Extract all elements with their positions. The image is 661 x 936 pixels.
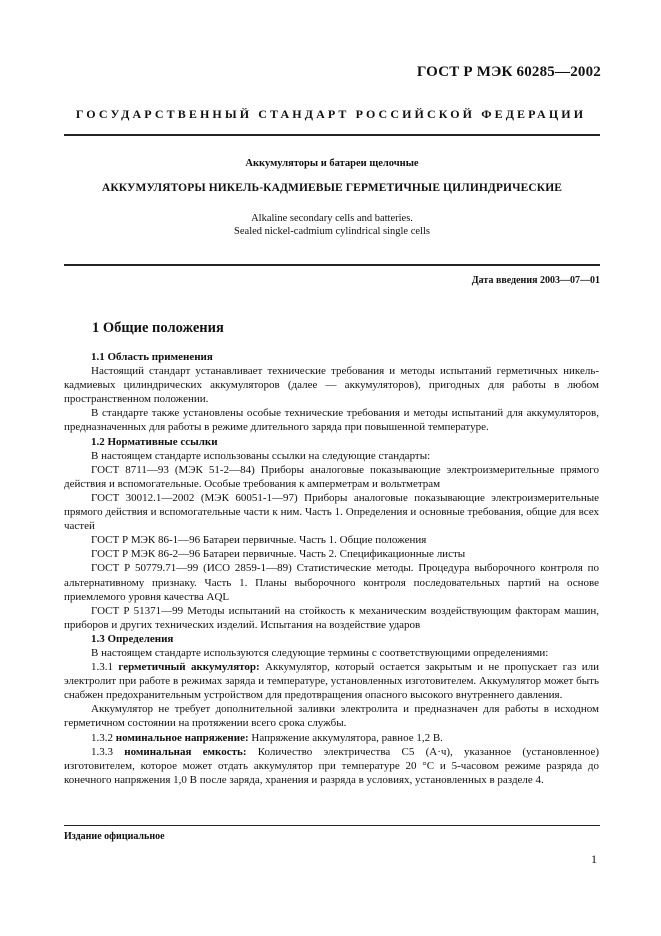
english-title: [64, 212, 600, 238]
definition-item: [64, 745, 599, 787]
definition-text: Аккумулятор, который остается закрытым и не пропускает газ или электролит при работе в режимах заряда и температуре, установленных изготовителем. Аккумулятор может быть снабжен предохранительным устройством для предотвращения опасного высокого внутреннего давления.: [64, 661, 600, 702]
document-number: ГОСТ Р МЭК 60285—2002: [416, 64, 601, 80]
reference-item: ГОСТ Р 51371—99 Методы испытаний на стойкость к механическим воздействующим факторам машин, приборов и других технических изделий. Испытания на воздействие ударов: [64, 604, 599, 631]
section-heading: 1 Общие положения: [92, 320, 224, 336]
page-number: 1: [591, 852, 597, 866]
english-title-line-2: Sealed nickel-cadmium cylindrical single cells: [234, 226, 430, 237]
reference-item: ГОСТ Р МЭК 86-2—96 Батареи первичные. Часть 2. Спецификационные листы: [91, 548, 466, 561]
definition-text: Напряжение аккумулятора, равное 1,2 В.: [251, 731, 443, 744]
english-title-line-1: Alkaline secondary cells and batteries.: [251, 213, 413, 224]
definition-number: 1.3.2: [91, 731, 113, 744]
state-standard-heading: ГОСУДАРСТВЕННЫЙ СТАНДАРТ РОССИЙСКОЙ ФЕДЕРАЦИИ: [75, 107, 587, 121]
definition-term: герметичный аккумулятор:: [118, 661, 260, 674]
paragraph: В стандарте также установлены особые технические требования и методы испытаний для аккумуляторов, предназначенных для работы в режиме длительного заряда при повышенной температуре.: [64, 407, 599, 434]
footer-divider: [64, 825, 600, 826]
paragraph: Настоящий стандарт устанавливает технические требования и методы испытаний герметичных никель-кадмиевых цилиндрических аккумуляторов (далее — аккумуляторов), пригодных для работы в любом пространственном положении.: [64, 365, 599, 406]
paragraph: В настоящем стандарте используются следующие термины с соответствующими определениями:: [91, 646, 549, 659]
title-divider: [64, 264, 600, 266]
introduction-date: Дата введения 2003—07—01: [471, 275, 600, 286]
paragraph: В настоящем стандарте использованы ссылки на следующие стандарты:: [91, 449, 431, 462]
reference-item: ГОСТ Р МЭК 86-1—96 Батареи первичные. Часть 1. Общие положения: [91, 534, 427, 547]
document-body: [64, 350, 599, 787]
paragraph: Аккумулятор не требует дополнительной заливки электролита и предназначен для работы в исходном герметичном состоянии на протяжении всего срока службы.: [64, 703, 599, 730]
subsection-heading: 1.2 Нормативные ссылки: [91, 435, 218, 448]
definition-text: Количество электричества C5 (А·ч), указанное (установленное) изготовителем, которое может отдать аккумулятор при температуре 20 °С и 5-часовом режиме разряда до конечного напряжения 1,0 В после заряда, хранения и разряда в условиях, установленных в разделе 4.: [64, 745, 600, 786]
definition-number: 1.3.3: [91, 745, 113, 758]
definition-item: [64, 731, 599, 745]
subsection-heading: 1.3 Определения: [91, 632, 174, 645]
reference-item: ГОСТ 30012.1—2002 (МЭК 60051-1—97) Приборы аналоговые показывающие электроизмерительные прямого действия и вспомогательные части к ним. Часть 1. Определения и основные требования, общие для всех частей: [64, 491, 599, 533]
definition-number: 1.3.1: [91, 661, 113, 674]
definition-term: номинальная емкость:: [124, 745, 247, 758]
reference-item: ГОСТ 8711—93 (МЭК 51-2—84) Приборы аналоговые показывающие электроизмерительные прямого действия и вспомогательные. Особые требования к амперметрам и вольтметрам: [64, 463, 599, 490]
definition-item: [64, 660, 599, 702]
edition-note: Издание официальное: [64, 831, 165, 842]
document-title: АККУМУЛЯТОРЫ НИКЕЛЬ-КАДМИЕВЫЕ ГЕРМЕТИЧНЫЕ ЦИЛИНДРИЧЕСКИЕ: [101, 182, 563, 194]
document-subtitle: Аккумуляторы и батареи щелочные: [245, 158, 419, 169]
definition-term: номинальное напряжение:: [115, 731, 249, 744]
top-divider: [64, 134, 600, 136]
reference-item: ГОСТ Р 50779.71—99 (ИСО 2859-1—89) Статистические методы. Процедура выборочного контроля по альтернативному признаку. Часть 1. Планы выборочного контроля последовательных партий на основе приемлемого уровня качества AQL: [64, 562, 599, 603]
subsection-heading: 1.1 Область применения: [91, 351, 213, 363]
